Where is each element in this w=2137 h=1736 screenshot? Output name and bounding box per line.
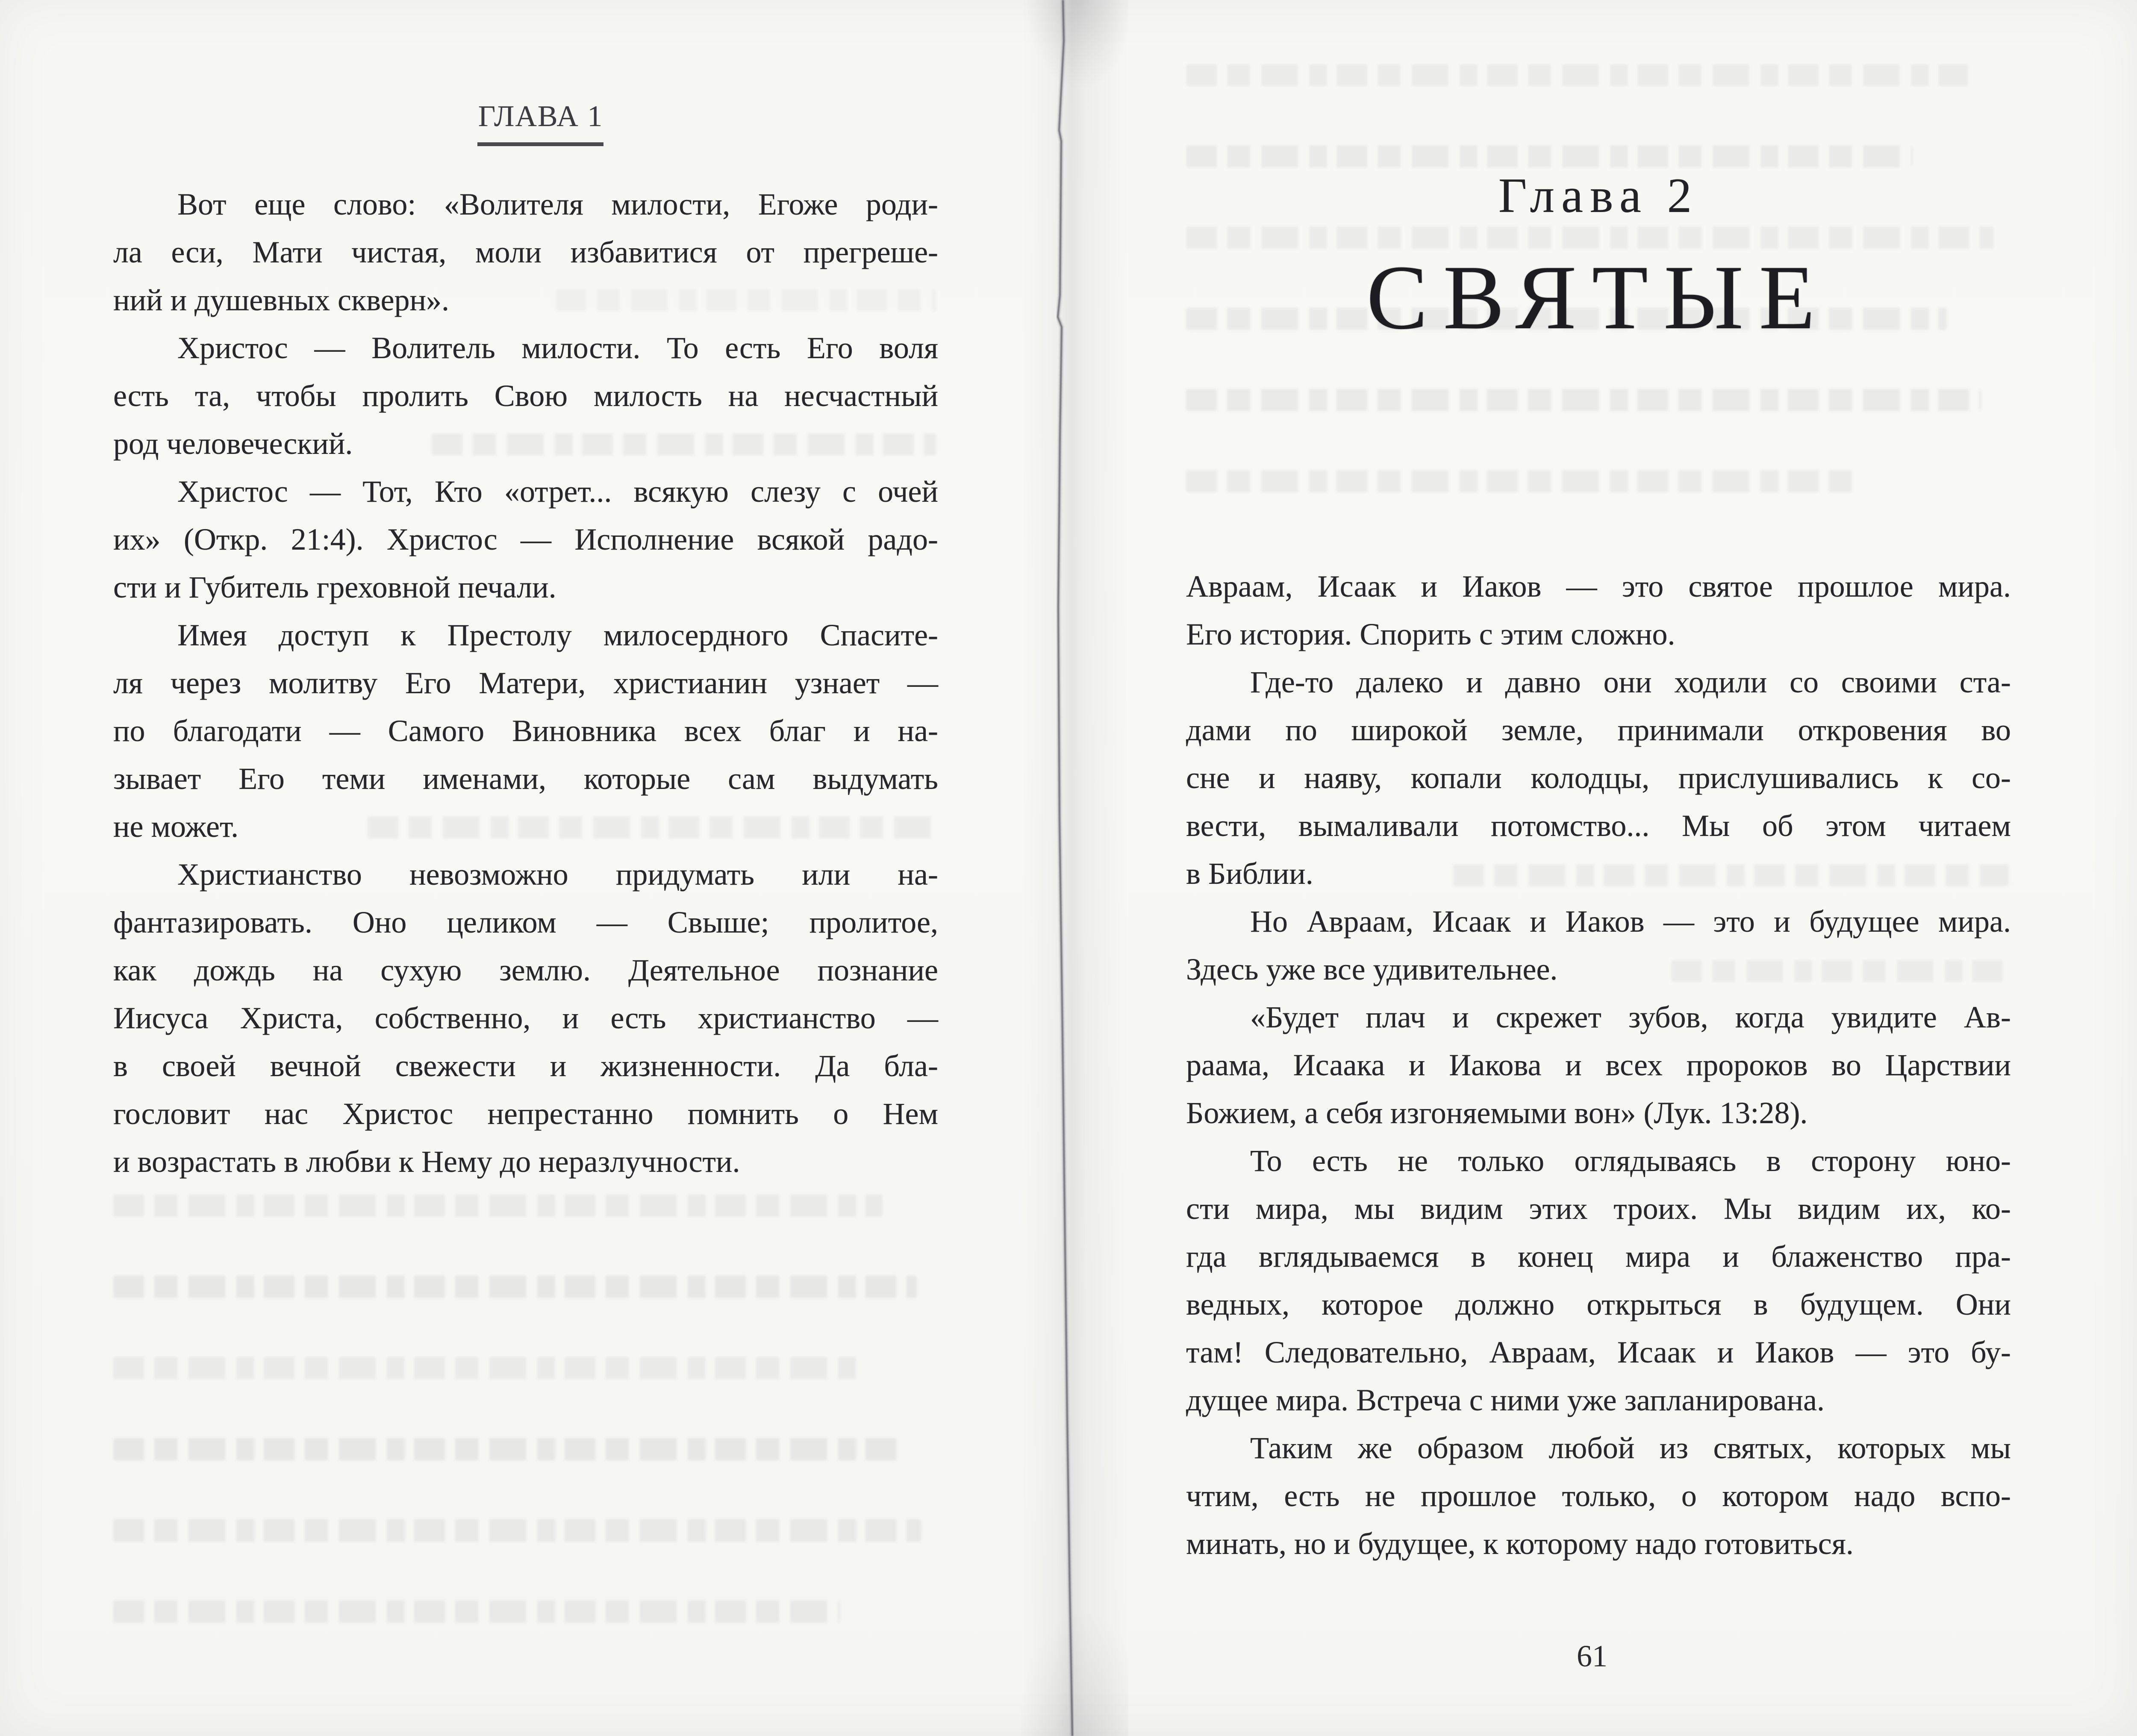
text-line: Но Авраам, Исаак и Иаков — это и будущее мира.	[1250, 904, 2011, 939]
text-line: ля через молитву Его Матери, христианин узнает —	[113, 666, 938, 700]
text-line: фантазировать. Оно целиком — Свыше; пролитое,	[113, 905, 938, 939]
text-line: сти мира, мы видим этих троих. Мы видим их, ко-	[1186, 1192, 2011, 1226]
text-line: род человеческий.	[113, 427, 353, 461]
text-line: есть та, чтобы пролить Свою милость на несчастный	[113, 379, 938, 413]
chapter-title: СВЯТЫЕ	[1366, 246, 1831, 348]
text-line: их» (Откр. 21:4). Христос — Исполнение всякой радо-	[113, 522, 938, 556]
text-line: зывает Его теми именами, которые сам выдумать	[113, 762, 938, 796]
right-text-block	[1186, 562, 2011, 1568]
bleed-through-line	[113, 1357, 857, 1379]
text-line: Иисуса Христа, собственно, и есть христианство —	[113, 1001, 938, 1035]
paragraph	[113, 324, 938, 468]
bleed-through-line	[1186, 227, 1994, 249]
bleed-through-line	[1186, 470, 1853, 492]
text-line: Божием, а себя изгоняемыми вон» (Лук. 13:28).	[1186, 1096, 1808, 1130]
text-line: в Библии.	[1186, 856, 1313, 891]
text-line: сне и наяву, копали колодцы, прислушивались к со-	[1186, 761, 2011, 795]
text-line: там! Следовательно, Авраам, Исаак и Иаков — это бу-	[1186, 1335, 2011, 1369]
paragraph	[1186, 562, 2011, 658]
text-line: сти и Губитель греховной печали.	[113, 570, 556, 604]
running-header: ГЛАВА 1	[478, 100, 603, 133]
text-line: ведных, которое должно открыться в будущем. Они	[1186, 1287, 2011, 1321]
text-line: Где-то далеко и давно они ходили со своими ста-	[1250, 665, 2011, 699]
bleed-through-line	[113, 1438, 904, 1460]
text-line: ний и душевных скверн».	[113, 283, 450, 317]
bleed-through-line	[113, 1195, 883, 1217]
header-rule	[477, 142, 603, 146]
bleed-through-line	[113, 1519, 921, 1542]
paragraph	[1186, 993, 2011, 1137]
text-line: Вот еще слово: «Волителя милости, Егоже роди-	[177, 187, 938, 221]
text-line: Таким же образом любой из святых, которых мы	[1250, 1431, 2011, 1465]
paragraph	[1186, 1424, 2011, 1568]
bleed-through-line	[1186, 64, 1968, 86]
spine-shadow	[1021, 0, 1128, 1736]
left-text-block	[113, 180, 938, 1186]
text-line: как дождь на сухую землю. Деятельное познание	[113, 953, 938, 987]
text-line: вести, вымаливали потомство... Мы об этом читаем	[1186, 809, 2011, 843]
text-line: Христос — Волитель милости. То есть Его воля	[177, 331, 938, 365]
paragraph	[1186, 897, 2011, 993]
text-line: раама, Исаака и Иакова и всех пророков во Царствии	[1186, 1048, 2011, 1082]
text-line: Авраам, Исаак и Иаков — это святое прошлое мира.	[1186, 569, 2011, 603]
text-line: Его история. Спорить с этим сложно.	[1186, 617, 1675, 651]
page-number: 61	[1577, 1639, 1607, 1673]
paragraph	[113, 468, 938, 611]
text-line: не может.	[113, 809, 239, 844]
paragraph	[1186, 1137, 2011, 1424]
text-line: Имея доступ к Престолу милосердного Спасите-	[177, 618, 938, 652]
text-line: гда вглядываемся в конец мира и блаженство пра-	[1186, 1239, 2011, 1274]
text-line: и возрастать в любви к Нему до неразлучности.	[113, 1145, 740, 1179]
paragraph	[1186, 658, 2011, 897]
text-line: минать, но и будущее, к которому надо готовиться.	[1186, 1527, 1854, 1561]
text-line: «Будет плач и скрежет зубов, когда увидите Ав-	[1250, 1000, 2011, 1034]
text-line: гословит нас Христос непрестанно помнить о Нем	[113, 1097, 938, 1131]
bleed-through-line	[113, 1276, 917, 1298]
bleed-through-line	[113, 1601, 840, 1623]
bleed-through-line	[1186, 389, 1981, 411]
text-line: дущее мира. Встреча с ними уже запланирована.	[1186, 1383, 1825, 1417]
bleed-through-line	[1186, 145, 1913, 168]
text-line: Христос — Тот, Кто «отрет... всякую слезу с очей	[177, 474, 938, 509]
chapter-label: Глава 2	[1498, 168, 1699, 223]
text-line: Здесь уже все удивительнее.	[1186, 952, 1558, 986]
paragraph	[113, 180, 938, 324]
text-line: в своей вечной свежести и жизненности. Да бла-	[113, 1049, 938, 1083]
paragraph	[113, 850, 938, 1186]
text-line: дами по широкой земле, принимали откровения во	[1186, 713, 2011, 747]
text-line: чтим, есть не прошлое только, о котором надо вспо-	[1186, 1479, 2011, 1513]
text-line: ла еси, Мати чистая, моли избавитися от прегреше-	[113, 235, 938, 269]
text-line: по благодати — Самого Виновника всех благ и на-	[113, 714, 938, 748]
text-line: Христианство невозможно придумать или на-	[177, 857, 938, 892]
text-line: То есть не только оглядываясь в сторону юно-	[1250, 1144, 2011, 1178]
paragraph	[113, 611, 938, 850]
